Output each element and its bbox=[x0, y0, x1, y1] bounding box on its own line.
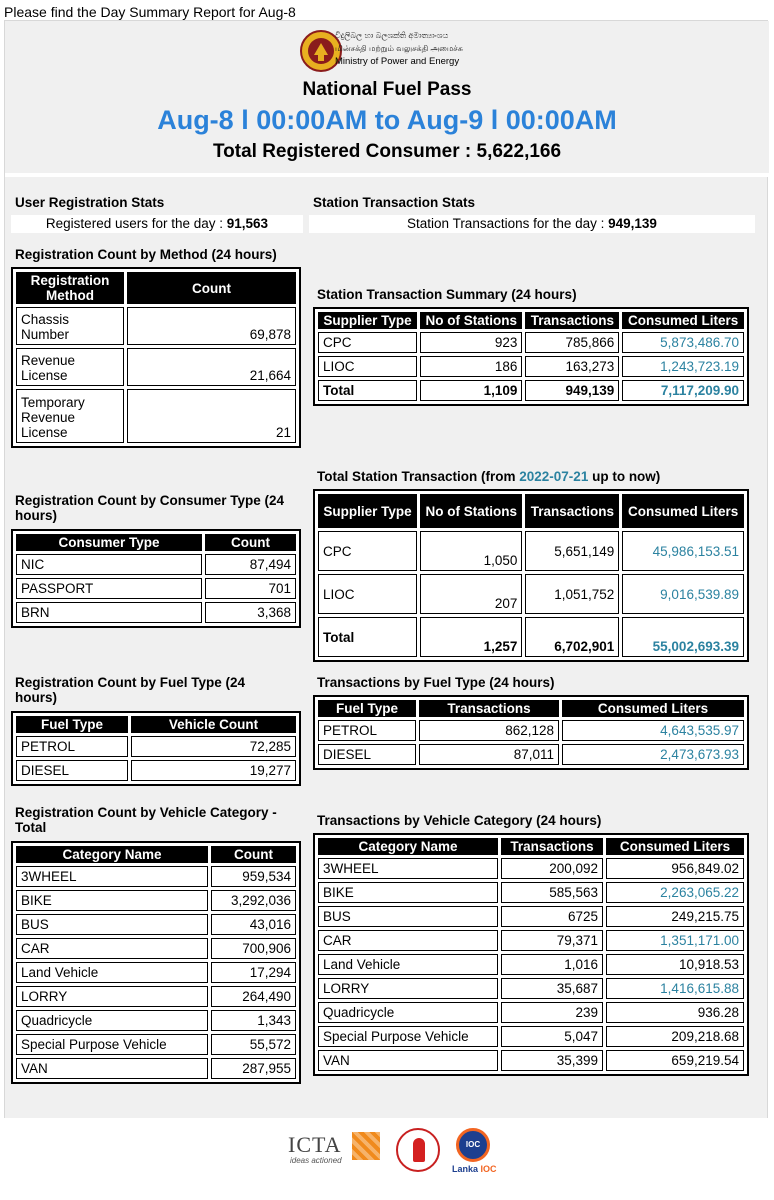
header-divider bbox=[5, 173, 769, 177]
total-station-cell: CPC bbox=[318, 531, 417, 571]
table-row bbox=[318, 1026, 744, 1047]
vehicle-tx-cell: 6725 bbox=[501, 906, 603, 927]
page-title: National Fuel Pass bbox=[302, 79, 472, 100]
cpc-figure-icon bbox=[413, 1138, 425, 1162]
vehicle-reg-cell: 17,294 bbox=[211, 962, 296, 983]
vehicle-tx-cell: CAR bbox=[318, 930, 498, 951]
consumer-type-cell: 3,368 bbox=[205, 602, 296, 623]
table-row bbox=[318, 617, 744, 657]
report-header bbox=[5, 21, 769, 173]
vehicle-reg-cell: 3WHEEL bbox=[16, 866, 208, 887]
vehicle-tx-cell: BUS bbox=[318, 906, 498, 927]
table-row bbox=[318, 1002, 744, 1023]
vehicle-tx-title: Transactions by Vehicle Category (24 hours) bbox=[317, 813, 602, 828]
vehicle-tx-cell: 200,092 bbox=[501, 858, 603, 879]
total-station-cell: 1,051,752 bbox=[525, 574, 619, 614]
total-station-cell: 55,002,693.39 bbox=[622, 617, 744, 657]
fuel-tx-header: Transactions bbox=[419, 700, 559, 717]
vehicle-reg-cell: LORRY bbox=[16, 986, 208, 1007]
fuel-tx-cell: 2,473,673.93 bbox=[562, 744, 744, 765]
vehicle-tx-cell: 35,687 bbox=[501, 978, 603, 999]
vehicle-tx-cell: 79,371 bbox=[501, 930, 603, 951]
total-station-header: No of Stations bbox=[420, 494, 522, 528]
vehicle-tx-cell: 2,263,065.22 bbox=[606, 882, 744, 903]
table-row bbox=[16, 986, 296, 1007]
reg-method-header-method: Registration Method bbox=[16, 272, 124, 304]
fuel-tx-cell: DIESEL bbox=[318, 744, 416, 765]
vehicle-reg-cell: Quadricycle bbox=[16, 1010, 208, 1031]
station-summary-cell: 5,873,486.70 bbox=[622, 332, 744, 353]
total-station-cell: 5,651,149 bbox=[525, 531, 619, 571]
lanka-ioc-label-1: Lanka bbox=[452, 1164, 481, 1174]
vehicle-tx-cell: LORRY bbox=[318, 978, 498, 999]
station-summary-title: Station Transaction Summary (24 hours) bbox=[317, 287, 577, 302]
vehicle-tx-cell: Land Vehicle bbox=[318, 954, 498, 975]
total-station-header: Supplier Type bbox=[318, 494, 417, 528]
fuel-tx-header: Consumed Liters bbox=[562, 700, 744, 717]
user-stats-title: User Registration Stats bbox=[15, 195, 165, 210]
reg-method-cell: Chassis Number bbox=[16, 307, 124, 345]
station-summary-cell: 949,139 bbox=[525, 380, 619, 401]
ministry-name-sinhala: විදුලිබල හා බලශක්ති අමාත්‍යාංශය bbox=[335, 31, 449, 40]
icta-tagline: ideas actioned bbox=[290, 1156, 342, 1165]
station-summary-cell: Total bbox=[318, 380, 417, 401]
table-row bbox=[318, 720, 744, 741]
vehicle-reg-cell: 700,906 bbox=[211, 938, 296, 959]
vehicle-tx-table bbox=[313, 833, 749, 1076]
ministry-name bbox=[335, 29, 485, 68]
station-summary-cell: 1,243,723.19 bbox=[622, 356, 744, 377]
vehicle-reg-cell: 264,490 bbox=[211, 986, 296, 1007]
table-row bbox=[16, 1034, 296, 1055]
total-station-cell: 1,257 bbox=[420, 617, 522, 657]
station-summary-cell: 163,273 bbox=[525, 356, 619, 377]
vehicle-reg-cell: 55,572 bbox=[211, 1034, 296, 1055]
user-stats-value: 91,563 bbox=[226, 216, 269, 231]
vehicle-reg-cell: 959,534 bbox=[211, 866, 296, 887]
vehicle-tx-cell: 239 bbox=[501, 1002, 603, 1023]
total-station-cell: 1,050 bbox=[420, 531, 522, 571]
table-row bbox=[318, 1050, 744, 1071]
table-row bbox=[318, 858, 744, 879]
user-stats-label: Registered users for the day : bbox=[45, 216, 227, 231]
lanka-ioc-label-2: IOC bbox=[480, 1164, 497, 1174]
fuel-reg-cell: 72,285 bbox=[131, 736, 296, 757]
reg-method-title: Registration Count by Method (24 hours) bbox=[15, 247, 277, 262]
total-station-cell: Total bbox=[318, 617, 417, 657]
fuel-reg-cell: PETROL bbox=[16, 736, 128, 757]
total-station-title-suffix: up to now) bbox=[588, 469, 661, 484]
fuel-tx-header: Fuel Type bbox=[318, 700, 416, 717]
total-station-table bbox=[313, 489, 749, 662]
station-summary-cell: 186 bbox=[420, 356, 522, 377]
vehicle-reg-cell: 3,292,036 bbox=[211, 890, 296, 911]
vehicle-reg-cell: 43,016 bbox=[211, 914, 296, 935]
vehicle-reg-cell: BUS bbox=[16, 914, 208, 935]
station-stats-value: 949,139 bbox=[608, 216, 657, 231]
consumer-type-cell: PASSPORT bbox=[16, 578, 202, 599]
vehicle-tx-cell: 585,563 bbox=[501, 882, 603, 903]
station-summary-cell: 785,866 bbox=[525, 332, 619, 353]
vehicle-tx-cell: Special Purpose Vehicle bbox=[318, 1026, 498, 1047]
station-summary-cell: 1,109 bbox=[420, 380, 522, 401]
vehicle-tx-cell: Quadricycle bbox=[318, 1002, 498, 1023]
reg-method-cell: Revenue License bbox=[16, 348, 124, 386]
vehicle-reg-cell: BIKE bbox=[16, 890, 208, 911]
user-stats-box bbox=[11, 215, 303, 233]
vehicle-tx-cell: 3WHEEL bbox=[318, 858, 498, 879]
fuel-tx-cell: PETROL bbox=[318, 720, 416, 741]
station-stats-label: Station Transactions for the day : bbox=[407, 216, 609, 231]
vehicle-tx-header: Category Name bbox=[318, 838, 498, 855]
report-frame bbox=[4, 20, 768, 1196]
vehicle-tx-cell: 1,416,615.88 bbox=[606, 978, 744, 999]
vehicle-tx-cell: 10,918.53 bbox=[606, 954, 744, 975]
vehicle-reg-title: Registration Count by Vehicle Category - Total bbox=[15, 805, 277, 835]
table-row bbox=[16, 389, 296, 443]
total-station-title bbox=[317, 469, 660, 484]
total-station-header: Consumed Liters bbox=[622, 494, 744, 528]
ministry-name-english: Ministry of Power and Energy bbox=[335, 56, 460, 67]
vehicle-reg-header: Category Name bbox=[16, 846, 208, 863]
vehicle-tx-cell: 249,215.75 bbox=[606, 906, 744, 927]
fuel-tx-table bbox=[313, 695, 749, 770]
table-row bbox=[16, 554, 296, 575]
table-row bbox=[16, 348, 296, 386]
vehicle-tx-cell: 1,351,171.00 bbox=[606, 930, 744, 951]
consumer-type-table bbox=[11, 529, 301, 628]
cpc-logo-icon bbox=[396, 1128, 440, 1172]
table-row bbox=[16, 307, 296, 345]
table-row bbox=[318, 954, 744, 975]
icta-logo-icon bbox=[352, 1132, 380, 1160]
total-station-title-date: 2022-07-21 bbox=[519, 469, 589, 484]
consumer-type-header: Consumer Type bbox=[16, 534, 202, 551]
reg-method-cell: 21 bbox=[127, 389, 296, 443]
station-stats-title: Station Transaction Stats bbox=[313, 195, 476, 210]
vehicle-reg-header: Count bbox=[211, 846, 296, 863]
table-row bbox=[16, 938, 296, 959]
icta-logo-text: ICTA bbox=[288, 1132, 342, 1157]
total-station-cell: 45,986,153.51 bbox=[622, 531, 744, 571]
table-row bbox=[318, 882, 744, 903]
station-summary-cell: CPC bbox=[318, 332, 417, 353]
reg-method-cell: 21,664 bbox=[127, 348, 296, 386]
reg-method-table bbox=[11, 267, 301, 448]
lanka-ioc-logo-icon: IOC bbox=[456, 1128, 490, 1162]
vehicle-tx-cell: 1,016 bbox=[501, 954, 603, 975]
station-summary-header: Supplier Type bbox=[318, 312, 417, 329]
consumer-type-cell: 701 bbox=[205, 578, 296, 599]
total-registered: Total Registered Consumer : 5,622,166 bbox=[212, 141, 562, 162]
table-row bbox=[16, 602, 296, 623]
station-stats-box bbox=[309, 215, 755, 233]
vehicle-reg-cell: Land Vehicle bbox=[16, 962, 208, 983]
fuel-reg-header: Vehicle Count bbox=[131, 716, 296, 733]
station-summary-cell: 923 bbox=[420, 332, 522, 353]
date-range: Aug-8 l 00:00AM to Aug-9 l 00:00AM bbox=[157, 105, 617, 135]
total-station-cell: 207 bbox=[420, 574, 522, 614]
table-row bbox=[16, 760, 296, 781]
table-row bbox=[16, 1010, 296, 1031]
vehicle-reg-table bbox=[11, 841, 301, 1084]
vehicle-tx-header: Consumed Liters bbox=[606, 838, 744, 855]
vehicle-tx-header: Transactions bbox=[501, 838, 603, 855]
fuel-reg-cell: DIESEL bbox=[16, 760, 128, 781]
total-station-cell: 9,016,539.89 bbox=[622, 574, 744, 614]
vehicle-reg-cell: 1,343 bbox=[211, 1010, 296, 1031]
table-row bbox=[318, 380, 744, 401]
vehicle-reg-cell: Special Purpose Vehicle bbox=[16, 1034, 208, 1055]
vehicle-tx-cell: 659,219.54 bbox=[606, 1050, 744, 1071]
station-summary-cell: 7,117,209.90 bbox=[622, 380, 744, 401]
station-summary-header: No of Stations bbox=[420, 312, 522, 329]
station-summary-header: Transactions bbox=[525, 312, 619, 329]
total-station-cell: 6,702,901 bbox=[525, 617, 619, 657]
station-summary-cell: LIOC bbox=[318, 356, 417, 377]
lanka-ioc-label bbox=[452, 1164, 497, 1174]
total-station-title-prefix: Total Station Transaction (from bbox=[317, 469, 520, 484]
vehicle-tx-cell: VAN bbox=[318, 1050, 498, 1071]
table-row bbox=[16, 578, 296, 599]
table-row bbox=[16, 1058, 296, 1079]
footer-logos bbox=[4, 1118, 768, 1196]
table-row bbox=[16, 866, 296, 887]
consumer-type-header: Count bbox=[205, 534, 296, 551]
table-row bbox=[318, 930, 744, 951]
fuel-tx-cell: 4,643,535.97 bbox=[562, 720, 744, 741]
table-row bbox=[318, 531, 744, 571]
fuel-reg-table bbox=[11, 711, 301, 786]
vehicle-reg-cell: 287,955 bbox=[211, 1058, 296, 1079]
ministry-name-tamil: மின்சக்தி மற்றும் வலுசக்தி அமைச்சு bbox=[335, 44, 463, 53]
consumer-type-cell: NIC bbox=[16, 554, 202, 575]
vehicle-tx-cell: 35,399 bbox=[501, 1050, 603, 1071]
consumer-type-title: Registration Count by Consumer Type (24 hours) bbox=[15, 493, 285, 523]
consumer-type-cell: 87,494 bbox=[205, 554, 296, 575]
table-row bbox=[318, 978, 744, 999]
table-row bbox=[318, 332, 744, 353]
reg-method-cell: 69,878 bbox=[127, 307, 296, 345]
table-row bbox=[318, 574, 744, 614]
fuel-tx-title: Transactions by Fuel Type (24 hours) bbox=[317, 675, 555, 690]
table-row bbox=[16, 962, 296, 983]
consumer-type-cell: BRN bbox=[16, 602, 202, 623]
table-row bbox=[16, 914, 296, 935]
reg-method-header-count: Count bbox=[127, 272, 296, 304]
table-row bbox=[318, 744, 744, 765]
vehicle-tx-cell: 936.28 bbox=[606, 1002, 744, 1023]
fuel-reg-title: Registration Count by Fuel Type (24 hours) bbox=[15, 675, 246, 705]
vehicle-tx-cell: 956,849.02 bbox=[606, 858, 744, 879]
table-row bbox=[16, 736, 296, 757]
station-summary-header: Consumed Liters bbox=[622, 312, 744, 329]
email-intro-text: Please find the Day Summary Report for Aug-8 bbox=[4, 4, 296, 20]
vehicle-reg-cell: VAN bbox=[16, 1058, 208, 1079]
fuel-tx-cell: 862,128 bbox=[419, 720, 559, 741]
table-row bbox=[318, 906, 744, 927]
table-row bbox=[16, 890, 296, 911]
reg-method-cell: Temporary Revenue License bbox=[16, 389, 124, 443]
vehicle-tx-cell: BIKE bbox=[318, 882, 498, 903]
vehicle-reg-cell: CAR bbox=[16, 938, 208, 959]
total-station-cell: LIOC bbox=[318, 574, 417, 614]
fuel-tx-cell: 87,011 bbox=[419, 744, 559, 765]
total-station-header: Transactions bbox=[525, 494, 619, 528]
table-row bbox=[318, 356, 744, 377]
vehicle-tx-cell: 209,218.68 bbox=[606, 1026, 744, 1047]
station-summary-table bbox=[313, 307, 749, 406]
vehicle-tx-cell: 5,047 bbox=[501, 1026, 603, 1047]
fuel-reg-cell: 19,277 bbox=[131, 760, 296, 781]
fuel-reg-header: Fuel Type bbox=[16, 716, 128, 733]
